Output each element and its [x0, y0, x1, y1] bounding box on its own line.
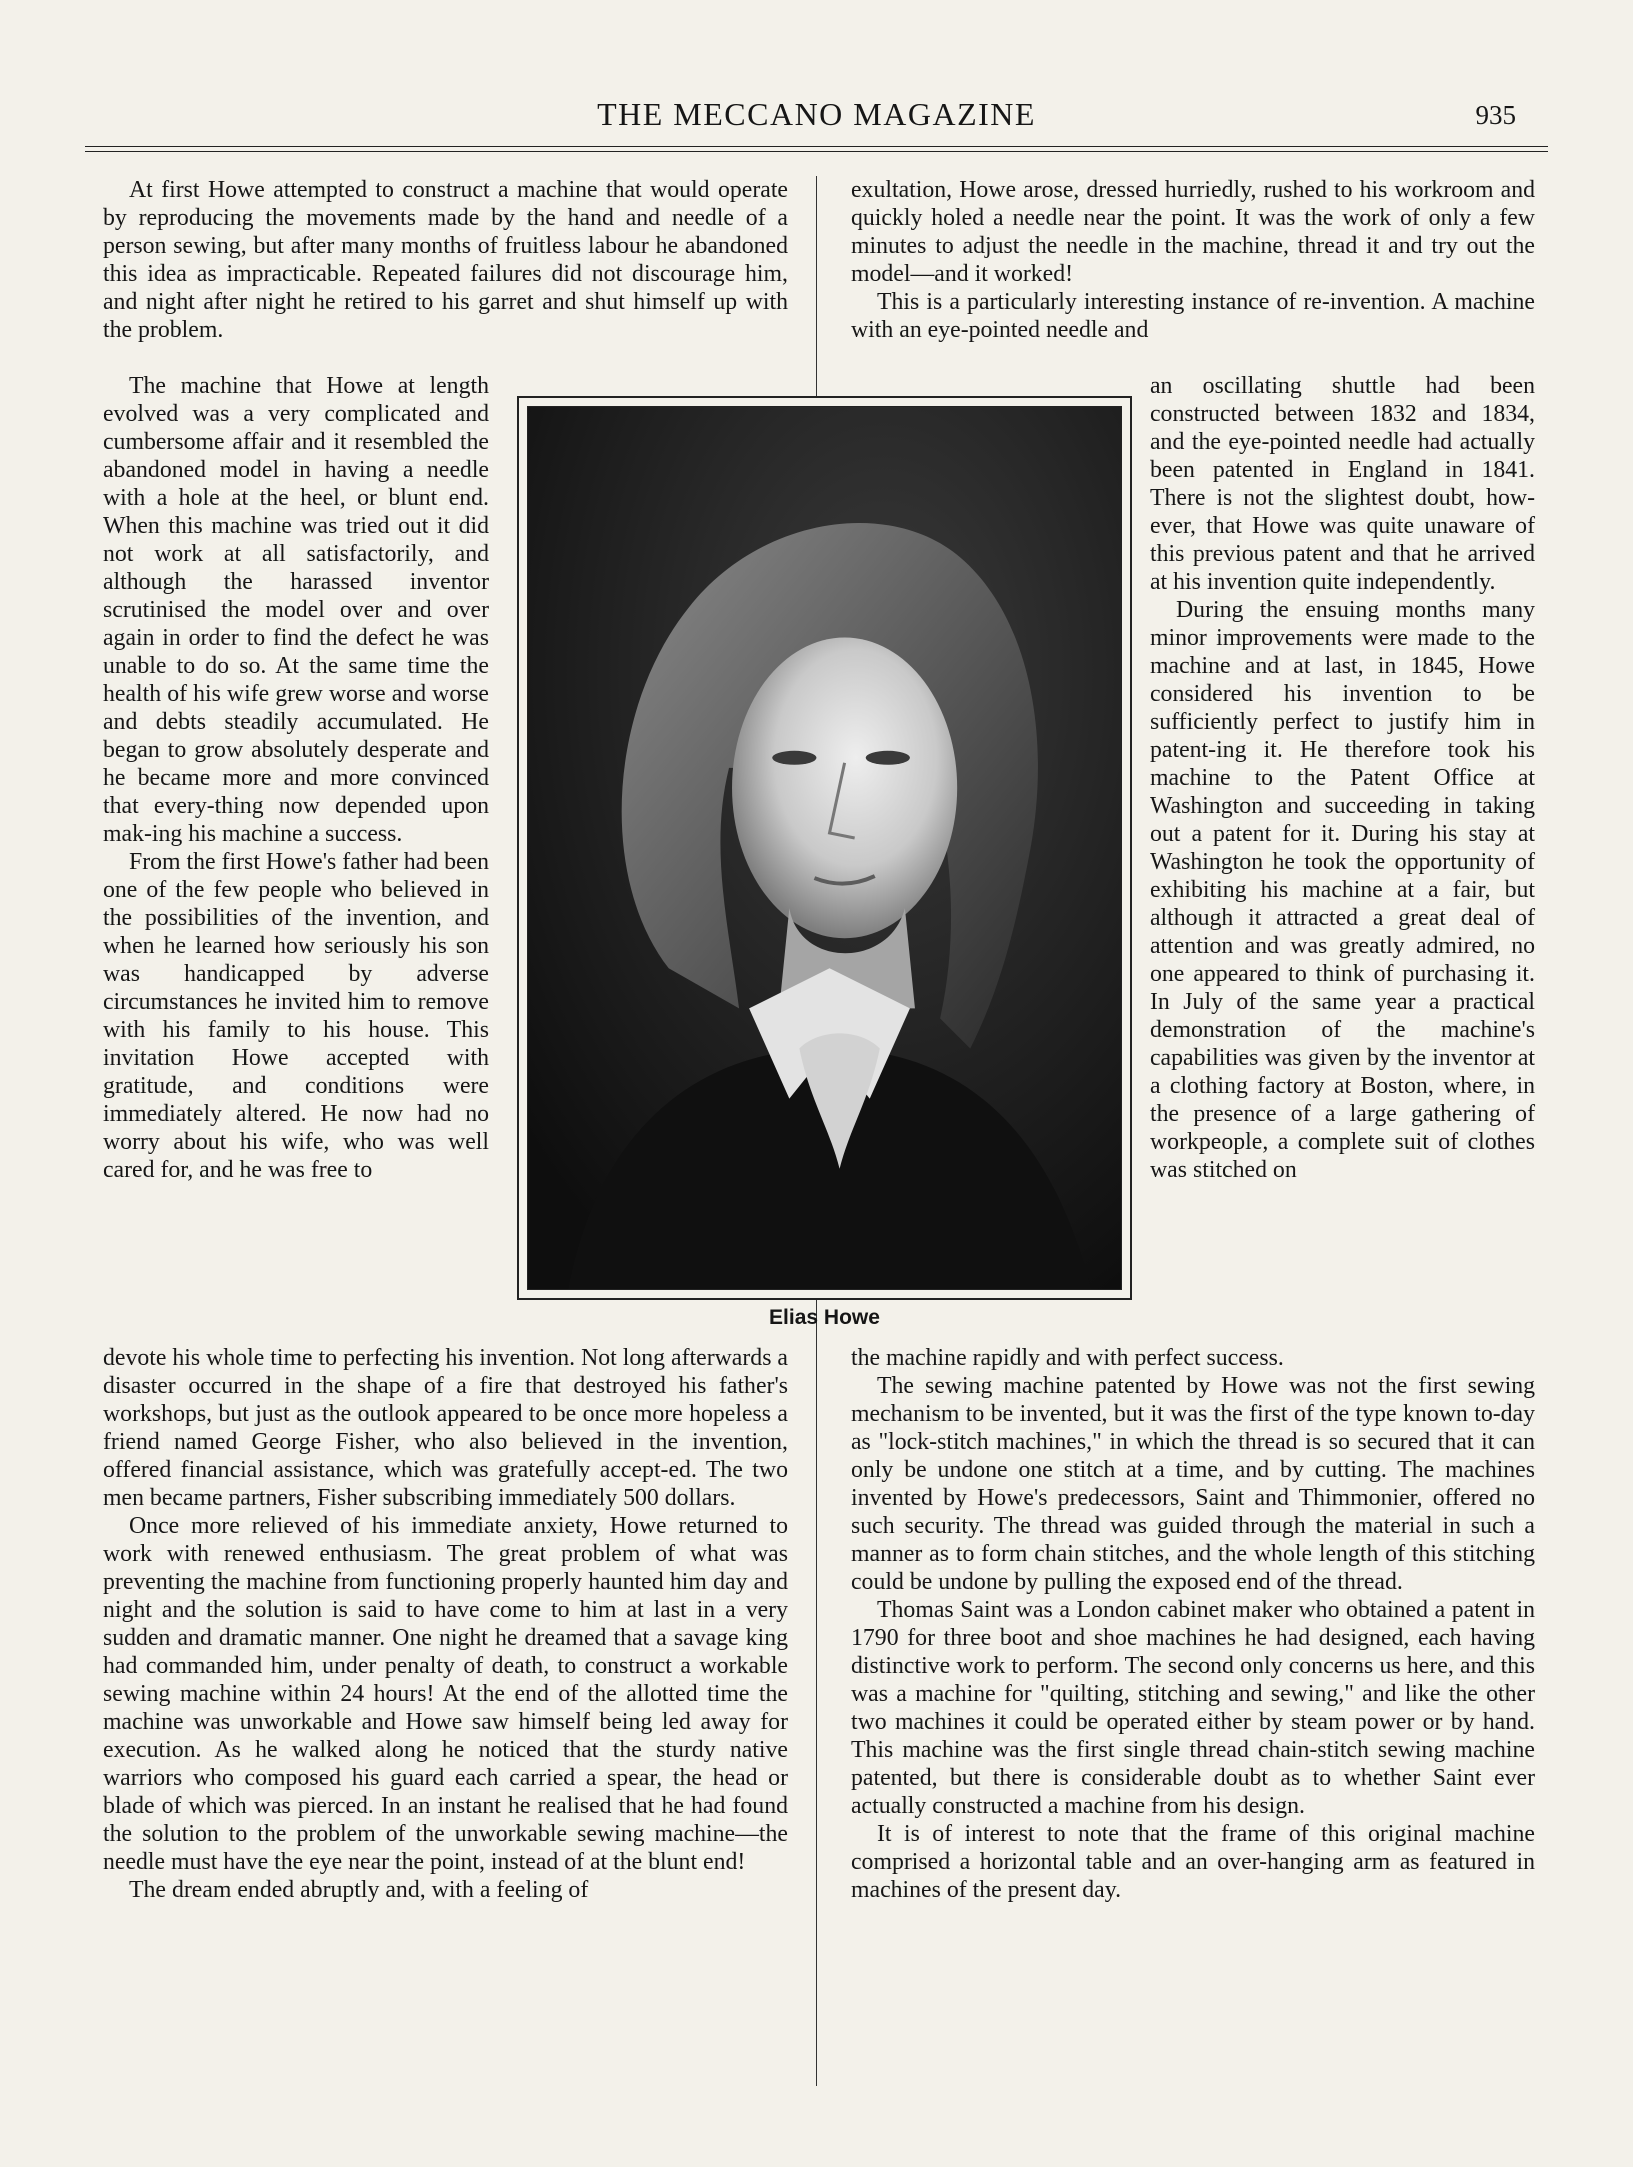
portrait-image: [527, 406, 1122, 1290]
right-column-top: [851, 176, 1535, 344]
left-column-top: [103, 176, 788, 344]
right-column-beside-figure: [1150, 372, 1535, 1184]
paragraph: Thomas Saint was a London cabinet maker who obtained a patent in 1790 for three boot and shoe machines he had designed, each having distinctive work to perform. The second only concerns us here, and this was a machine for "quilting, stitching and sewing," and like the other two machines it could be operated either by steam power or by hand. This machine was the first single thread chain-stitch sewing machine patented, but there is considerable doubt as to whether Saint ever actually constructed a machine from his design.: [851, 1597, 1535, 1819]
paragraph: The dream ended abruptly and, with a feeling of: [129, 1877, 589, 1903]
left-column-bottom: [103, 1344, 788, 1904]
paragraph: From the first Howe's father had been one of the few people who believed in the possibilities of the invention, and when he learned how seriously his son was handicapped by adverse circumstances he invited him to remove with his family to his house. This invitation Howe accepted with gratitude, and conditions were immediately altered. He now had no worry about his wife, who was well cared for, and he was free to: [103, 849, 489, 1183]
paragraph: This is a particularly interesting instance of re-invention. A machine with an eye-pointed needle and: [851, 289, 1535, 343]
paragraph-continuation: exultation, Howe arose, dressed hurriedly, rushed to his workroom and quickly holed a needle near the point. It was the work of only a few minutes to adjust the needle in the machine, thread it and try out the model—and it worked!: [851, 177, 1535, 287]
paragraph-continuation: an oscillating shuttle had been constructed between 1832 and 1834, and the eye-pointed needle had actually been patented in England in 1841. There is not the slightest doubt, how-ever, that Howe was quite unaware of this previous patent and that he arrived at his invention quite independently.: [1150, 373, 1535, 595]
magazine-title: THE MECCANO MAGAZINE: [597, 96, 1036, 132]
paragraph: During the ensuing months many minor improvements were made to the machine and at last, in 1845, Howe considered his invention to be sufficiently perfect to justify him in patent-ing it. He therefore took his machine to the Patent Office at Washington and succeeding in taking out a patent for it. During his stay at Washington he took the opportunity of exhibiting his machine at a fair, but although it attracted a great deal of attention and was greatly admired, no one appeared to think of purchasing it. In July of the same year a practical demonstration of the machine's capabilities was given by the inventor at a clothing factory at Boston, where, in the presence of a large gathering of workpeople, a complete suit of clothes was stitched on: [1150, 597, 1535, 1183]
page-header: [85, 96, 1548, 140]
paragraph: At first Howe attempted to construct a machine that would operate by reproducing the movements made by the hand and needle of a person sewing, but after many months of fruitless labour he abandoned this idea as impracticable. Repeated failures did not discourage him, and night after night he retired to his garret and shut himself up with the problem.: [103, 177, 788, 343]
left-column-beside-figure: [103, 372, 489, 1184]
figure-caption: Elias Howe: [769, 1306, 880, 1329]
paragraph: The machine that Howe at length evolved was a very complicated and cumbersome affair and it resembled the abandoned model in having a needle with a hole at the heel, or blunt end. When this machine was tried out it did not work at all satisfactorily, and although the harassed inventor scrutinised the model over and over again in order to find the defect he was unable to do so. At the same time the health of his wife grew worse and worse and debts steadily accumulated. He began to grow absolutely desperate and he became more and more convinced that every-thing now depended upon mak-ing his machine a success.: [103, 373, 489, 847]
paragraph: Once more relieved of his immediate anxiety, Howe returned to work with renewed enthusiasm. The great problem of what was preventing the machine from functioning properly haunted him day and night and the solution is said to have come to him at last in a very sudden and dramatic manner. One night he dreamed that a savage king had commanded him, under penalty of death, to construct a workable sewing machine within 24 hours! At the end of the allotted time the machine was unworkable and Howe saw himself being led away for execution. As he walked along he noticed that the sturdy native warriors who composed his guard each carried a spear, the head or blade of which was pierced. In an instant he realised that he had found the solution to the problem of the unworkable sewing machine—the needle must have the eye near the point, instead of at the blunt end!: [103, 1513, 788, 1875]
right-column-bottom: [851, 1344, 1535, 1904]
paragraph: It is of interest to note that the frame of this original machine comprised a horizontal table and an over-hanging arm as featured in machines of the present day.: [851, 1821, 1535, 1903]
paragraph-continuation: devote his whole time to perfecting his invention. Not long afterwards a disaster occurred in the shape of a fire that destroyed his father's workshops, but just as the outlook appeared to be once more hopeless a friend named George Fisher, who also believed in the invention, offered financial assistance, which was gratefully accept-ed. The two men became partners, Fisher subscribing immediately 500 dollars.: [103, 1345, 788, 1511]
page-number: 935: [1475, 100, 1516, 130]
header-rule-bottom: [85, 151, 1548, 152]
paragraph-continuation: the machine rapidly and with perfect success.: [851, 1345, 1284, 1371]
header-rule-top: [85, 146, 1548, 147]
portrait-illustration: [528, 407, 1121, 1289]
paragraph: The sewing machine patented by Howe was not the first sewing mechanism to be invented, but it was the first of the type known to-day as "lock-stitch machines," in which the thread is so secured that it can only be undone one stitch at a time, and by cutting. The machines invented by Howe's predecessors, Saint and Thimmonier, offered no such security. The thread was guided through the material in such a manner as to form chain stitches, and the whole length of this stitching could be undone by pulling the exposed end of the thread.: [851, 1373, 1535, 1595]
portrait-figure: [517, 396, 1132, 1300]
